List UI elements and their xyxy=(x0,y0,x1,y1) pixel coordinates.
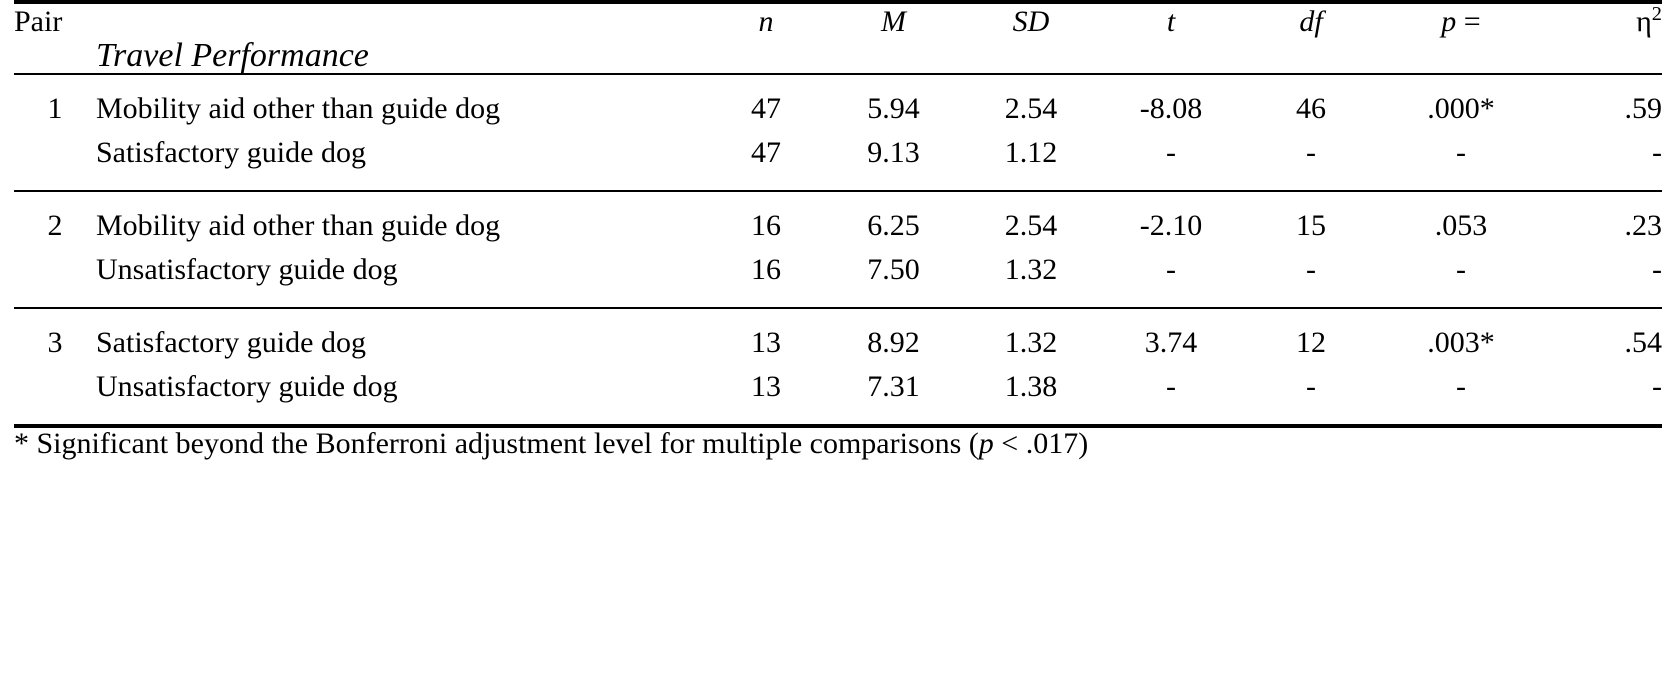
section-title-travel-performance: Travel Performance xyxy=(96,36,369,74)
value-t: - xyxy=(1166,252,1176,286)
footnote-p-symbol: p xyxy=(978,427,994,461)
column-header-eta-squared xyxy=(1541,2,1662,38)
column-header-n: n xyxy=(706,2,826,38)
value-n: 16 xyxy=(751,252,781,286)
value-eta-squared: - xyxy=(1652,252,1662,286)
value-n: 47 xyxy=(706,74,826,131)
value-m: 5.94 xyxy=(826,74,961,131)
value-p: .000* xyxy=(1381,74,1541,131)
value-t: 3.74 xyxy=(1101,308,1241,365)
value-sd: 2.54 xyxy=(961,191,1101,248)
value-sd: 1.32 xyxy=(961,308,1101,365)
value-m: 7.50 xyxy=(867,252,920,286)
value-m: 6.25 xyxy=(826,191,961,248)
value-t: - xyxy=(1166,135,1176,169)
value-t: - xyxy=(1166,369,1176,403)
value-n: 13 xyxy=(706,308,826,365)
pair-number-empty xyxy=(14,248,96,309)
value-sd: 1.12 xyxy=(1004,135,1058,169)
column-header-t: t xyxy=(1101,2,1241,38)
pair-number: 3 xyxy=(14,308,96,365)
table-row xyxy=(14,308,1662,365)
pair-number: 1 xyxy=(14,74,96,131)
table-header xyxy=(14,2,1662,74)
value-m: 9.13 xyxy=(867,135,920,169)
row-label: Satisfactory guide dog xyxy=(96,308,706,365)
value-eta-squared: - xyxy=(1652,369,1662,403)
table-footnote-row xyxy=(14,426,1662,460)
value-n: 47 xyxy=(751,135,781,169)
value-p: - xyxy=(1456,135,1466,169)
column-header-sd: SD xyxy=(961,2,1101,38)
header-row xyxy=(14,2,1662,38)
pair-number-empty xyxy=(14,365,96,427)
table-body xyxy=(14,74,1662,460)
table-row xyxy=(14,248,1662,309)
value-p: - xyxy=(1456,252,1466,286)
value-n: 13 xyxy=(751,369,781,403)
value-p: - xyxy=(1456,369,1466,403)
footnote xyxy=(14,426,1662,460)
value-m: 8.92 xyxy=(826,308,961,365)
eta-superscript: 2 xyxy=(1651,3,1662,25)
column-header-p-symbol: p xyxy=(1441,5,1457,38)
column-header-p-suffix: = xyxy=(1456,5,1481,38)
table-row xyxy=(14,365,1662,427)
value-df: - xyxy=(1306,252,1316,286)
value-sd: 1.38 xyxy=(1004,369,1058,403)
paired-comparisons-table xyxy=(14,0,1662,460)
value-p: .053 xyxy=(1381,191,1541,248)
value-sd: 2.54 xyxy=(961,74,1101,131)
table-row xyxy=(14,131,1662,192)
row-label: Satisfactory guide dog xyxy=(96,135,366,169)
table-row xyxy=(14,191,1662,248)
value-eta-squared: .23 xyxy=(1541,191,1662,248)
value-p: .003* xyxy=(1381,308,1541,365)
column-header-pair: Pair xyxy=(14,2,706,38)
value-df: - xyxy=(1306,369,1316,403)
value-t: -2.10 xyxy=(1101,191,1241,248)
row-label: Unsatisfactory guide dog xyxy=(96,252,398,286)
pair-number: 2 xyxy=(14,191,96,248)
value-m: 7.31 xyxy=(867,369,920,403)
value-eta-squared: .54 xyxy=(1541,308,1662,365)
row-label: Mobility aid other than guide dog xyxy=(96,191,706,248)
value-df: 46 xyxy=(1241,74,1381,131)
pair-number-empty xyxy=(14,131,96,192)
row-label: Mobility aid other than guide dog xyxy=(96,74,706,131)
value-sd: 1.32 xyxy=(1004,252,1058,286)
footnote-suffix: < .017) xyxy=(993,427,1089,461)
eta-symbol: η xyxy=(1636,5,1652,38)
value-df: - xyxy=(1306,135,1316,169)
value-eta-squared: .59 xyxy=(1541,74,1662,131)
footnote-prefix: * Significant beyond the Bonferroni adjustment level for multiple comparisons ( xyxy=(14,427,979,461)
value-df: 12 xyxy=(1241,308,1381,365)
value-df: 15 xyxy=(1241,191,1381,248)
table-row xyxy=(14,74,1662,131)
row-label: Unsatisfactory guide dog xyxy=(96,369,398,403)
value-eta-squared: - xyxy=(1652,135,1662,169)
column-header-df: df xyxy=(1241,2,1381,38)
column-header-p xyxy=(1381,2,1541,38)
value-n: 16 xyxy=(706,191,826,248)
section-title-row xyxy=(14,38,1662,75)
value-t: -8.08 xyxy=(1101,74,1241,131)
column-header-m: M xyxy=(826,2,961,38)
